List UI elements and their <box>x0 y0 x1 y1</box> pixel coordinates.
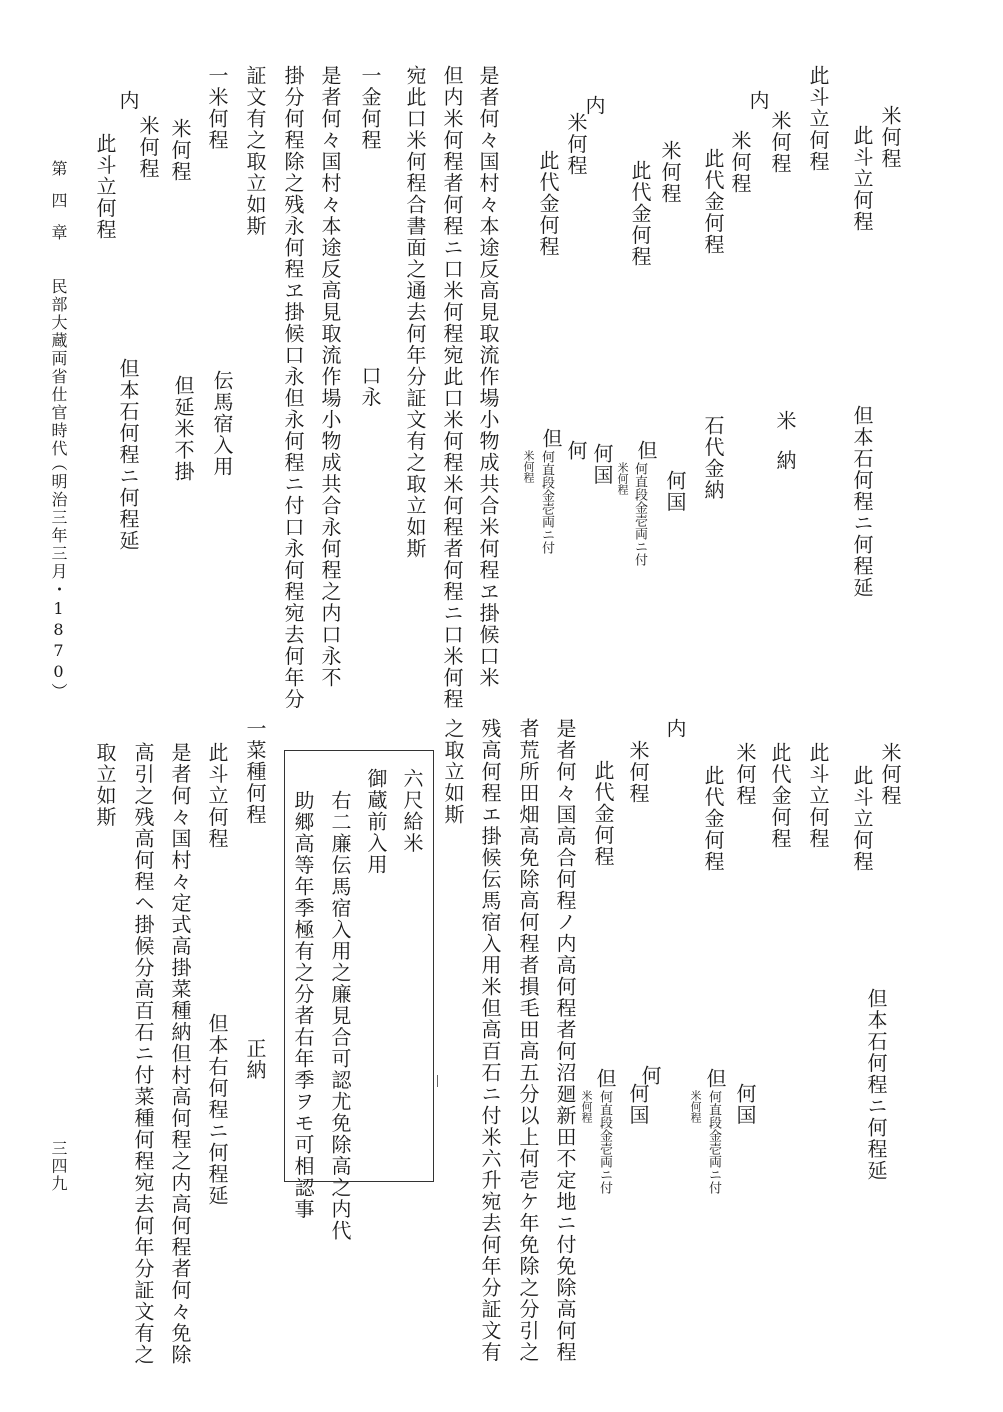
upper-line-8d: 米何程 <box>616 462 629 495</box>
lower-line-13: 者荒所田畑高免除高何程者損毛田高五分以上何壱ケ年免除之分引之 <box>516 718 540 1363</box>
upper-line-15a: 一金何程 <box>358 65 382 151</box>
upper-line-8b: 但 <box>634 440 658 462</box>
lower-line-16a: 一菜種何程 <box>243 718 267 826</box>
upper-line-10b: 何 <box>564 440 588 462</box>
upper-line-11a: 此代金何程 <box>536 150 560 258</box>
lower-line-6c: 何直段金壱両ニ付 <box>706 1090 721 1194</box>
lower-line-3: 此斗立何程 <box>806 742 830 850</box>
lower-line-17a: 此斗立何程 <box>205 742 229 850</box>
upper-line-11c: 何直段金壱両ニ付 <box>539 450 554 554</box>
running-header-chapter: 第四章 <box>49 160 68 256</box>
upper-line-19a: 一米何程 <box>205 65 229 151</box>
lower-line-11d: 米何程 <box>580 1090 593 1123</box>
upper-line-1: 米何程 <box>878 105 902 170</box>
page-number: 三四九 <box>49 1140 68 1193</box>
lower-line-5: 米何程 <box>733 742 757 807</box>
upper-line-9b: 何国 <box>590 443 614 486</box>
upper-line-6b: 石代金納 <box>701 415 725 501</box>
upper-line-2b: 但本石何程ニ何程延 <box>850 405 874 599</box>
page-mark <box>437 1075 438 1087</box>
upper-line-20b: 但延米不掛 <box>171 375 195 483</box>
upper-line-9a: 内 <box>582 95 606 117</box>
lower-line-6d: 米何程 <box>689 1090 702 1123</box>
upper-line-7b: 何国 <box>663 470 687 513</box>
lower-line-16b: 正納 <box>243 1038 267 1081</box>
lower-line-19: 高引之残高何程ヘ掛候分高百石ニ付菜種何程宛去何年分証文有之 <box>131 742 155 1366</box>
upper-line-18: 証文有之取立如斯 <box>243 65 267 237</box>
upper-line-2a: 此斗立何程 <box>850 125 874 233</box>
upper-line-11d: 米何程 <box>522 450 535 483</box>
running-header-date: （明治三年三月・1870） <box>49 455 68 701</box>
lower-line-11a: 此代金何程 <box>591 760 615 868</box>
box-line-3: 右二廉伝馬宿入用之廉見合可認尤免除高之内代 <box>328 790 352 1242</box>
upper-line-16: 是者何々国村々本途反高見取流作場小物成共合永何程之内口永不 <box>318 65 342 689</box>
upper-line-17: 掛分何程除之残永何程ヱ掛候口永但永何程ニ付口永何程宛去何年分 <box>281 65 305 710</box>
upper-line-11b: 但 <box>539 428 563 450</box>
upper-line-21a: 内 <box>116 90 140 112</box>
box-line-4: 助郷高等年季極有之分者右年季ヲモ可相認事 <box>291 790 315 1220</box>
upper-line-15b: 口永 <box>358 365 382 408</box>
lower-line-17b: 但本右何程ニ何程延 <box>205 1013 229 1207</box>
upper-line-12: 是者何々国村々本途反高見取流作場小物成共合米何程ヱ掛候口米 <box>476 65 500 689</box>
upper-line-22: 此斗立何程 <box>93 133 117 241</box>
upper-line-8c: 何直段金壱両ニ付 <box>632 462 647 566</box>
lower-line-6a: 此代金何程 <box>701 765 725 873</box>
lower-line-2a: 此斗立何程 <box>850 765 874 873</box>
upper-line-5a: 米何程 <box>728 130 752 195</box>
lower-line-2b: 但本石何程ニ何程延 <box>864 988 888 1182</box>
upper-line-8a: 此代金何程 <box>628 160 652 268</box>
upper-line-3: 此斗立何程 <box>806 65 830 173</box>
upper-line-10a: 米何程 <box>564 112 588 177</box>
upper-line-19b: 伝馬宿入用 <box>210 370 234 478</box>
lower-line-8: 内 <box>663 718 687 740</box>
box-line-2: 御蔵前入用 <box>364 768 388 876</box>
upper-line-4c: 米 <box>773 410 797 432</box>
lower-line-9b: 何国 <box>626 1083 650 1126</box>
upper-line-14: 宛此口米何程合書面之通去何年分証文有之取立如斯 <box>403 65 427 560</box>
upper-line-13: 但内米何程者何程ニ口米何程宛此口米何程米何程者何程ニ口米何程 <box>440 65 464 710</box>
upper-line-21b: 米何程 <box>136 115 160 180</box>
lower-line-1: 米何程 <box>878 742 902 807</box>
lower-line-11c: 何直段金壱両ニ付 <box>597 1090 612 1194</box>
lower-line-20: 取立如斯 <box>93 742 117 828</box>
lower-line-12: 是者何々国高合何程ノ内高何程者何沼廻新田不定地ニ付免除高何程 <box>553 718 577 1363</box>
upper-line-20a: 米何程 <box>168 118 192 183</box>
upper-line-4a: 内 <box>746 90 770 112</box>
upper-line-21c: 但本石何程ニ何程延 <box>116 358 140 552</box>
lower-line-9a: 米何程 <box>626 740 650 805</box>
lower-line-15: 之取立如斯 <box>441 718 465 826</box>
lower-line-14: 残高何程エ掛候伝馬宿入用米但高百石ニ付米六升宛去何年分証文有 <box>478 718 502 1363</box>
lower-line-18: 是者何々国村々定式高掛菜種納但村高何程之内高何程者何々免除 <box>168 742 192 1366</box>
upper-line-7a: 米何程 <box>658 140 682 205</box>
upper-line-5b: 納 <box>773 450 797 472</box>
running-header-title: 民部大蔵両省仕官時代 <box>49 278 68 458</box>
box-line-1: 六尺給米 <box>400 768 424 854</box>
upper-line-4b: 米何程 <box>768 110 792 175</box>
lower-line-11b: 但 <box>593 1068 617 1090</box>
lower-line-4: 此代金何程 <box>768 742 792 850</box>
lower-line-6b: 但 <box>703 1068 727 1090</box>
upper-line-6a: 此代金何程 <box>701 148 725 256</box>
lower-line-7: 何国 <box>733 1083 757 1126</box>
lower-line-10: 何 <box>638 1065 662 1087</box>
